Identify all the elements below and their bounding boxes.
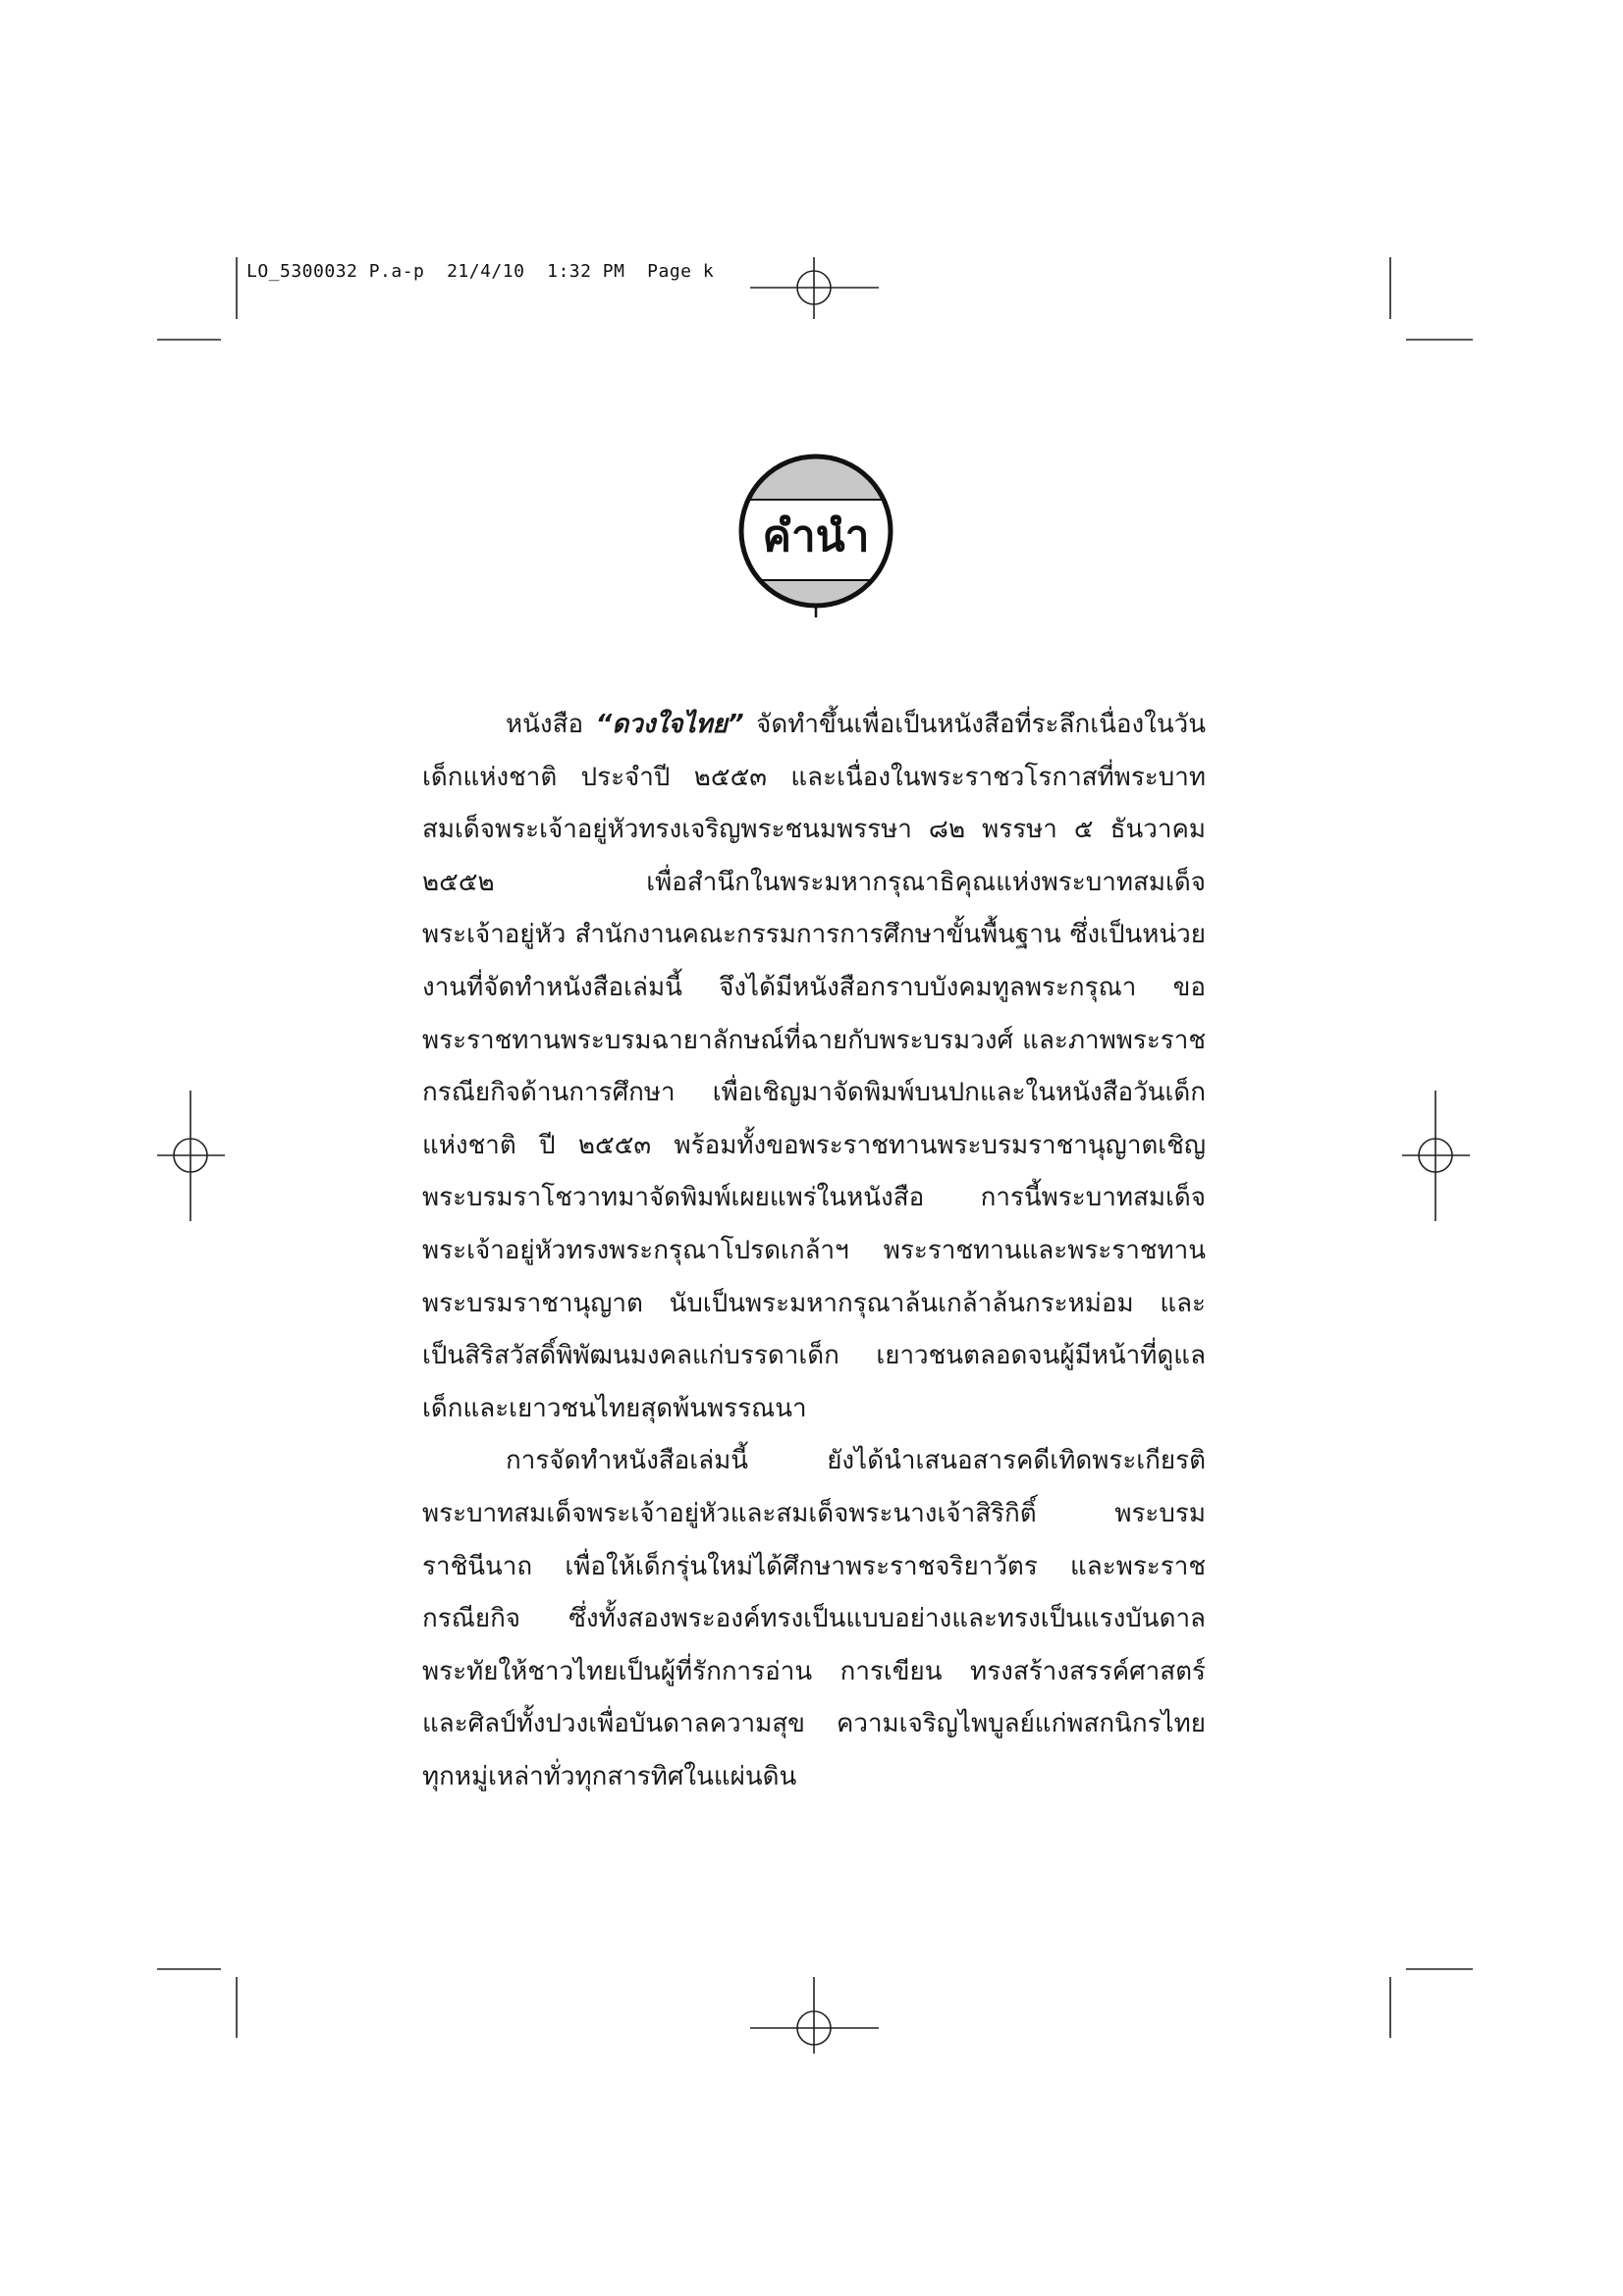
heading-badge bbox=[737, 447, 894, 628]
slug-date: 21/4/10 bbox=[447, 261, 525, 282]
registration-mark-top bbox=[750, 257, 879, 319]
paragraph-1-rest: จัดทำขึ้นเพื่อเป็นหนังสือที่ระลึกเนื่องในวันเด็กแห่งชาติ ประจำปี ๒๕๕๓ และเนื่องในพระราชวโรกาสที่พระบาทสมเด็จพระเจ้าอยู่หัวทรงเจริญพระชนมพรรษา ๘๒ พรรษา ๕ ธันวาคม ๒๕๕๒ เพื่อสำนึกในพระมหากรุณาธิคุณแห่งพระบาทสมเด็จพระเจ้าอยู่หัว สำนักงานคณะกรรมการการศึกษาขั้นพื้นฐาน ซึ่งเป็นหน่วยงานที่จัดทำหนังสือเล่มนี้ จึงได้มีหนังสือกราบบังคมทูลพระกรุณา ขอพระราชทานพระบรมฉายาลักษณ์ที่ฉายกับพระบรมวงศ์ และภาพพระราชกรณียกิจด้านการศึกษา เพื่อเชิญมาจัดพิมพ์บนปกและในหนังสือวันเด็กแห่งชาติ ปี ๒๕๕๓ พร้อมทั้งขอพระราชทานพระบรมราชานุญาตเชิญพระบรมราโชวาทมาจัดพิมพ์เผยแพร่ในหนังสือ การนี้พระบาทสมเด็จพระเจ้าอยู่หัวทรงพระกรุณาโปรดเกล้าฯ พระราชทานและพระราชทานพระบรมราชานุญาต นับเป็นพระมหากรุณาล้นเกล้าล้นกระหม่อม และเป็นสิริสวัสดิ์พิพัฒนมงคลแก่บรรดาเด็ก เยาวชนตลอดจนผู้มีหน้าที่ดูแลเด็กและเยาวชนไทยสุดพ้นพรรณนา bbox=[422, 710, 1207, 1423]
book-title: “ดวงใจไทย” bbox=[595, 710, 744, 739]
slug-page: Page k bbox=[647, 261, 715, 282]
paragraph-2: การจัดทำหนังสือเล่มนี้ ยังได้นำเสนอสารคดีเทิดพระเกียรติพระบาทสมเด็จพระเจ้าอยู่หัวและสมเด็จพระนางเจ้าสิริกิติ์ พระบรมราชินีนาถ เพื่อให้เด็กรุ่นใหม่ได้ศึกษาพระราชจริยาวัตร และพระราชกรณียกิจ ซึ่งทั้งสองพระองค์ทรงเป็นแบบอย่างและทรงเป็นแรงบันดาลพระทัยให้ชาวไทยเป็นผู้ที่รักการอ่าน การเขียน ทรงสร้างสรรค์ศาสตร์และศิลป์ทั้งปวงเพื่อบันดาลความสุข ความเจริญไพบูลย์แก่พสกนิกรไทยทุกหมู่เหล่าทั่วทุกสารทิศในแผ่นดิน bbox=[422, 1446, 1206, 1791]
registration-mark-left bbox=[157, 1091, 225, 1221]
registration-mark-bottom bbox=[750, 1977, 879, 2054]
registration-mark-right bbox=[1402, 1091, 1470, 1221]
slug-file: LO_5300032 P.a-p bbox=[246, 261, 425, 282]
paragraph-1 bbox=[422, 699, 1206, 1435]
body-text bbox=[422, 699, 1206, 1803]
slug-time: 1:32 PM bbox=[547, 261, 625, 282]
page-title: คำนำ bbox=[762, 511, 870, 561]
paragraph-1-lead: หนังสือ bbox=[506, 710, 596, 739]
